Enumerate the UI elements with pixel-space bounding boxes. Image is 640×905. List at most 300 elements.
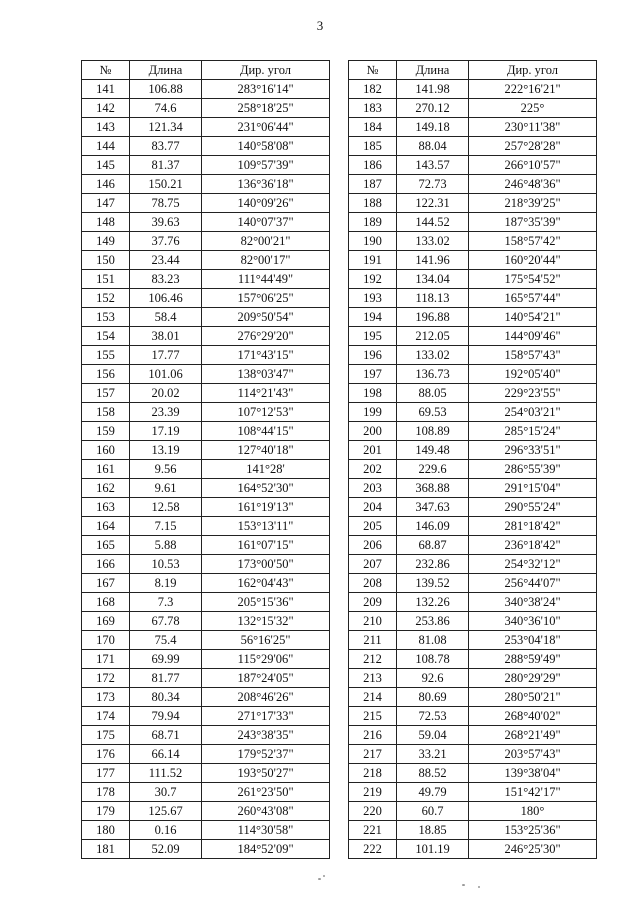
cell-number: 201: [349, 441, 397, 460]
cell-length: 121.34: [130, 118, 202, 137]
cell-length: 106.88: [130, 80, 202, 99]
cell-number: 157: [82, 384, 130, 403]
table-row: [349, 612, 597, 631]
cell-angle: 184°52'09": [202, 840, 330, 859]
cell-number: 152: [82, 289, 130, 308]
cell-number: 213: [349, 669, 397, 688]
survey-table-left: [81, 60, 330, 859]
table-row: [349, 194, 597, 213]
cell-number: 150: [82, 251, 130, 270]
cell-number: 220: [349, 802, 397, 821]
table-row: [349, 118, 597, 137]
cell-angle: 340°38'24": [469, 593, 597, 612]
table-row: [349, 783, 597, 802]
table-row: [349, 251, 597, 270]
cell-angle: 151°42'17": [469, 783, 597, 802]
table-row: [82, 99, 330, 118]
cell-length: 52.09: [130, 840, 202, 859]
cell-length: 125.67: [130, 802, 202, 821]
table-row: [82, 631, 330, 650]
table-row: [82, 213, 330, 232]
cell-length: 5.88: [130, 536, 202, 555]
cell-length: 67.78: [130, 612, 202, 631]
table-row: [82, 498, 330, 517]
cell-angle: 243°38'35": [202, 726, 330, 745]
table-row: [82, 783, 330, 802]
cell-number: 166: [82, 555, 130, 574]
cell-length: 0.16: [130, 821, 202, 840]
cell-length: 347.63: [397, 498, 469, 517]
cell-length: 106.46: [130, 289, 202, 308]
cell-length: 118.13: [397, 289, 469, 308]
table-row: [349, 403, 597, 422]
cell-number: 174: [82, 707, 130, 726]
cell-angle: 111°44'49": [202, 270, 330, 289]
cell-length: 69.99: [130, 650, 202, 669]
cell-angle: 192°05'40": [469, 365, 597, 384]
cell-number: 170: [82, 631, 130, 650]
header-number: №: [349, 61, 397, 80]
cell-number: 141: [82, 80, 130, 99]
table-row: [82, 137, 330, 156]
cell-angle: 231°06'44": [202, 118, 330, 137]
table-row: [82, 669, 330, 688]
table-row: [349, 99, 597, 118]
cell-length: 75.4: [130, 631, 202, 650]
table-row: [82, 384, 330, 403]
cell-length: 232.86: [397, 555, 469, 574]
cell-number: 178: [82, 783, 130, 802]
cell-length: 38.01: [130, 327, 202, 346]
cell-length: 149.18: [397, 118, 469, 137]
cell-angle: 171°43'15": [202, 346, 330, 365]
cell-length: 7.15: [130, 517, 202, 536]
cell-angle: 107°12'53": [202, 403, 330, 422]
cell-angle: 164°52'30": [202, 479, 330, 498]
cell-length: 270.12: [397, 99, 469, 118]
cell-angle: 144°09'46": [469, 327, 597, 346]
cell-number: 187: [349, 175, 397, 194]
table-row: [82, 821, 330, 840]
cell-number: 143: [82, 118, 130, 137]
cell-angle: 286°55'39": [469, 460, 597, 479]
cell-number: 179: [82, 802, 130, 821]
table-row: [349, 213, 597, 232]
cell-number: 155: [82, 346, 130, 365]
cell-angle: 209°50'54": [202, 308, 330, 327]
table-row: [349, 232, 597, 251]
table-row: [349, 688, 597, 707]
cell-number: 219: [349, 783, 397, 802]
cell-length: 146.09: [397, 517, 469, 536]
table-row: [82, 612, 330, 631]
cell-length: 8.19: [130, 574, 202, 593]
cell-angle: 283°16'14": [202, 80, 330, 99]
table-row: [349, 346, 597, 365]
table-row: [82, 175, 330, 194]
cell-length: 7.3: [130, 593, 202, 612]
cell-angle: 280°50'21": [469, 688, 597, 707]
table-row: [82, 764, 330, 783]
cell-angle: 138°03'47": [202, 365, 330, 384]
cell-angle: 140°09'26": [202, 194, 330, 213]
cell-number: 180: [82, 821, 130, 840]
cell-number: 182: [349, 80, 397, 99]
table-row: [82, 194, 330, 213]
cell-number: 151: [82, 270, 130, 289]
cell-angle: 158°57'43": [469, 346, 597, 365]
cell-angle: 268°21'49": [469, 726, 597, 745]
cell-angle: 290°55'24": [469, 498, 597, 517]
table-row: [82, 289, 330, 308]
table-row: [349, 365, 597, 384]
cell-number: 175: [82, 726, 130, 745]
cell-length: 101.19: [397, 840, 469, 859]
cell-length: 101.06: [130, 365, 202, 384]
cell-number: 153: [82, 308, 130, 327]
cell-length: 81.37: [130, 156, 202, 175]
cell-number: 218: [349, 764, 397, 783]
cell-number: 210: [349, 612, 397, 631]
table-row: [82, 422, 330, 441]
table-row: [82, 479, 330, 498]
table-row: [82, 650, 330, 669]
scan-speck: [462, 884, 465, 886]
table-row: [349, 498, 597, 517]
cell-number: 167: [82, 574, 130, 593]
cell-angle: 229°23'55": [469, 384, 597, 403]
table-row: [82, 270, 330, 289]
table-row: [349, 631, 597, 650]
cell-number: 183: [349, 99, 397, 118]
cell-length: 134.04: [397, 270, 469, 289]
cell-length: 69.53: [397, 403, 469, 422]
table-row: [82, 840, 330, 859]
table-header-row: [82, 61, 330, 80]
cell-angle: 246°48'36": [469, 175, 597, 194]
cell-number: 156: [82, 365, 130, 384]
cell-angle: 281°18'42": [469, 517, 597, 536]
table-row: [349, 289, 597, 308]
cell-angle: 157°06'25": [202, 289, 330, 308]
cell-length: 133.02: [397, 232, 469, 251]
cell-angle: 268°40'02": [469, 707, 597, 726]
header-length: Длина: [397, 61, 469, 80]
cell-number: 207: [349, 555, 397, 574]
cell-length: 229.6: [397, 460, 469, 479]
cell-length: 88.05: [397, 384, 469, 403]
cell-length: 368.88: [397, 479, 469, 498]
cell-length: 253.86: [397, 612, 469, 631]
table-row: [82, 517, 330, 536]
table-row: [349, 536, 597, 555]
cell-angle: 175°54'52": [469, 270, 597, 289]
cell-length: 78.75: [130, 194, 202, 213]
cell-length: 68.71: [130, 726, 202, 745]
cell-length: 10.53: [130, 555, 202, 574]
cell-angle: 276°29'20": [202, 327, 330, 346]
cell-length: 9.61: [130, 479, 202, 498]
cell-angle: 108°44'15": [202, 422, 330, 441]
header-angle: Дир. угол: [202, 61, 330, 80]
cell-angle: 230°11'38": [469, 118, 597, 137]
cell-number: 159: [82, 422, 130, 441]
table-row: [349, 422, 597, 441]
cell-angle: 205°15'36": [202, 593, 330, 612]
cell-angle: 187°24'05": [202, 669, 330, 688]
cell-number: 163: [82, 498, 130, 517]
cell-number: 188: [349, 194, 397, 213]
cell-number: 214: [349, 688, 397, 707]
cell-number: 147: [82, 194, 130, 213]
cell-length: 122.31: [397, 194, 469, 213]
cell-length: 74.6: [130, 99, 202, 118]
table-row: [82, 327, 330, 346]
cell-number: 144: [82, 137, 130, 156]
cell-angle: 153°13'11": [202, 517, 330, 536]
cell-angle: 253°04'18": [469, 631, 597, 650]
table-row: [82, 346, 330, 365]
cell-number: 206: [349, 536, 397, 555]
cell-length: 196.88: [397, 308, 469, 327]
cell-length: 132.26: [397, 593, 469, 612]
cell-length: 60.7: [397, 802, 469, 821]
cell-length: 133.02: [397, 346, 469, 365]
table-header-row: [349, 61, 597, 80]
cell-number: 148: [82, 213, 130, 232]
cell-number: 146: [82, 175, 130, 194]
cell-length: 23.39: [130, 403, 202, 422]
cell-length: 88.04: [397, 137, 469, 156]
scan-speck: [478, 886, 480, 888]
cell-length: 68.87: [397, 536, 469, 555]
cell-number: 186: [349, 156, 397, 175]
cell-angle: 180°: [469, 802, 597, 821]
table-row: [349, 137, 597, 156]
cell-angle: 158°57'42": [469, 232, 597, 251]
cell-length: 111.52: [130, 764, 202, 783]
cell-angle: 165°57'44": [469, 289, 597, 308]
table-row: [349, 517, 597, 536]
cell-number: 211: [349, 631, 397, 650]
cell-length: 30.7: [130, 783, 202, 802]
cell-angle: 179°52'37": [202, 745, 330, 764]
table-row: [349, 650, 597, 669]
cell-angle: 153°25'36": [469, 821, 597, 840]
cell-length: 13.19: [130, 441, 202, 460]
cell-length: 49.79: [397, 783, 469, 802]
cell-angle: 140°58'08": [202, 137, 330, 156]
cell-length: 59.04: [397, 726, 469, 745]
table-row: [349, 270, 597, 289]
table-row: [82, 460, 330, 479]
table-row: [82, 707, 330, 726]
cell-length: 72.73: [397, 175, 469, 194]
cell-angle: 173°00'50": [202, 555, 330, 574]
cell-angle: 225°: [469, 99, 597, 118]
cell-angle: 222°16'21": [469, 80, 597, 99]
cell-number: 181: [82, 840, 130, 859]
cell-length: 136.73: [397, 365, 469, 384]
cell-angle: 114°21'43": [202, 384, 330, 403]
cell-angle: 261°23'50": [202, 783, 330, 802]
cell-angle: 140°54'21": [469, 308, 597, 327]
cell-length: 79.94: [130, 707, 202, 726]
header-length: Длина: [130, 61, 202, 80]
cell-angle: 115°29'06": [202, 650, 330, 669]
cell-angle: 127°40'18": [202, 441, 330, 460]
table-row: [82, 251, 330, 270]
scan-speck: [318, 878, 321, 880]
header-number: №: [82, 61, 130, 80]
cell-angle: 161°07'15": [202, 536, 330, 555]
table-row: [349, 441, 597, 460]
cell-length: 144.52: [397, 213, 469, 232]
table-row: [82, 688, 330, 707]
table-row: [349, 80, 597, 99]
cell-angle: 291°15'04": [469, 479, 597, 498]
cell-length: 72.53: [397, 707, 469, 726]
cell-angle: 296°33'51": [469, 441, 597, 460]
cell-angle: 132°15'32": [202, 612, 330, 631]
cell-number: 158: [82, 403, 130, 422]
cell-number: 164: [82, 517, 130, 536]
cell-length: 80.34: [130, 688, 202, 707]
cell-number: 197: [349, 365, 397, 384]
table-row: [82, 232, 330, 251]
cell-number: 154: [82, 327, 130, 346]
cell-number: 217: [349, 745, 397, 764]
cell-length: 17.77: [130, 346, 202, 365]
cell-length: 92.6: [397, 669, 469, 688]
cell-length: 20.02: [130, 384, 202, 403]
cell-angle: 109°57'39": [202, 156, 330, 175]
cell-number: 205: [349, 517, 397, 536]
cell-angle: 208°46'26": [202, 688, 330, 707]
table-row: [349, 745, 597, 764]
cell-angle: 266°10'57": [469, 156, 597, 175]
table-row: [82, 802, 330, 821]
cell-length: 39.63: [130, 213, 202, 232]
cell-number: 173: [82, 688, 130, 707]
cell-angle: 139°38'04": [469, 764, 597, 783]
cell-number: 209: [349, 593, 397, 612]
cell-number: 198: [349, 384, 397, 403]
cell-number: 193: [349, 289, 397, 308]
cell-number: 145: [82, 156, 130, 175]
table-row: [349, 460, 597, 479]
cell-length: 33.21: [397, 745, 469, 764]
cell-length: 108.89: [397, 422, 469, 441]
table-row: [349, 764, 597, 783]
cell-number: 191: [349, 251, 397, 270]
table-row: [349, 669, 597, 688]
cell-angle: 160°20'44": [469, 251, 597, 270]
cell-number: 208: [349, 574, 397, 593]
cell-number: 215: [349, 707, 397, 726]
cell-angle: 114°30'58": [202, 821, 330, 840]
table-row: [82, 403, 330, 422]
cell-number: 161: [82, 460, 130, 479]
cell-number: 168: [82, 593, 130, 612]
table-row: [82, 745, 330, 764]
table-row: [82, 156, 330, 175]
cell-length: 18.85: [397, 821, 469, 840]
cell-number: 189: [349, 213, 397, 232]
cell-angle: 258°18'25": [202, 99, 330, 118]
cell-number: 165: [82, 536, 130, 555]
table-row: [82, 441, 330, 460]
table-row: [349, 840, 597, 859]
cell-angle: 236°18'42": [469, 536, 597, 555]
table-row: [349, 726, 597, 745]
table-row: [82, 536, 330, 555]
cell-angle: 187°35'39": [469, 213, 597, 232]
table-row: [349, 156, 597, 175]
cell-length: 81.77: [130, 669, 202, 688]
cell-length: 66.14: [130, 745, 202, 764]
cell-angle: 257°28'28": [469, 137, 597, 156]
cell-angle: 161°19'13": [202, 498, 330, 517]
cell-angle: 271°17'33": [202, 707, 330, 726]
cell-length: 58.4: [130, 308, 202, 327]
cell-number: 160: [82, 441, 130, 460]
cell-length: 80.69: [397, 688, 469, 707]
cell-length: 141.98: [397, 80, 469, 99]
survey-table-right: [348, 60, 597, 859]
cell-length: 108.78: [397, 650, 469, 669]
cell-length: 83.23: [130, 270, 202, 289]
cell-angle: 254°03'21": [469, 403, 597, 422]
page-number: 3: [316, 18, 324, 33]
table-row: [349, 821, 597, 840]
cell-length: 88.52: [397, 764, 469, 783]
cell-number: 171: [82, 650, 130, 669]
cell-number: 202: [349, 460, 397, 479]
table-row: [349, 802, 597, 821]
cell-number: 200: [349, 422, 397, 441]
table-row: [82, 308, 330, 327]
cell-angle: 256°44'07": [469, 574, 597, 593]
table-row: [82, 726, 330, 745]
cell-number: 203: [349, 479, 397, 498]
cell-number: 185: [349, 137, 397, 156]
table-row: [349, 479, 597, 498]
table-row: [349, 327, 597, 346]
cell-number: 184: [349, 118, 397, 137]
cell-length: 81.08: [397, 631, 469, 650]
cell-number: 162: [82, 479, 130, 498]
cell-number: 190: [349, 232, 397, 251]
cell-length: 212.05: [397, 327, 469, 346]
cell-number: 169: [82, 612, 130, 631]
table-row: [349, 555, 597, 574]
cell-angle: 254°32'12": [469, 555, 597, 574]
cell-angle: 260°43'08": [202, 802, 330, 821]
cell-angle: 136°36'18": [202, 175, 330, 194]
cell-length: 139.52: [397, 574, 469, 593]
cell-number: 221: [349, 821, 397, 840]
cell-number: 212: [349, 650, 397, 669]
cell-length: 83.77: [130, 137, 202, 156]
cell-angle: 218°39'25": [469, 194, 597, 213]
table-row: [349, 593, 597, 612]
cell-number: 194: [349, 308, 397, 327]
cell-number: 176: [82, 745, 130, 764]
scan-speck: [323, 875, 325, 877]
cell-angle: 280°29'29": [469, 669, 597, 688]
table-row: [82, 593, 330, 612]
